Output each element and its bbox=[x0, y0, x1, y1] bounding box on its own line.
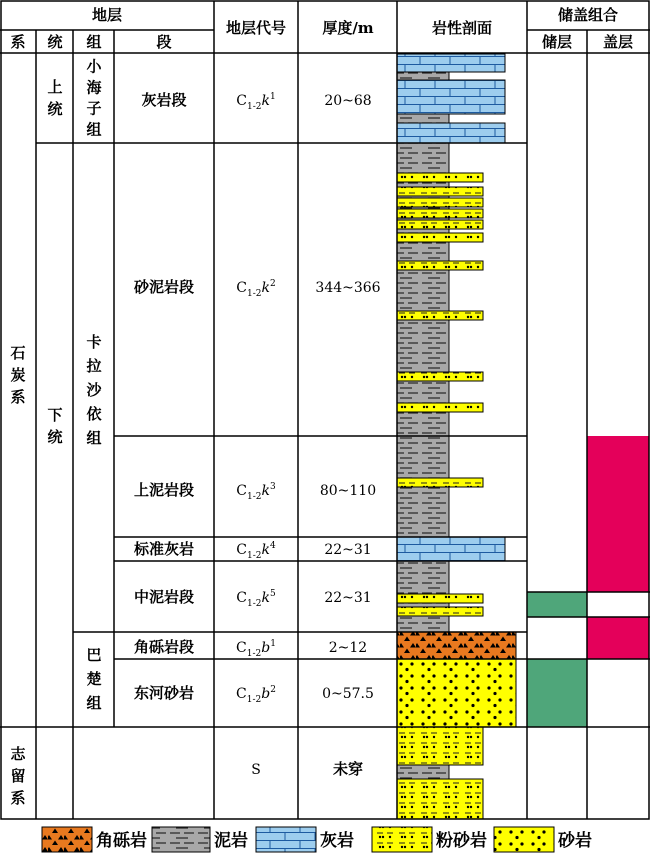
lithology-bed bbox=[397, 54, 505, 72]
member-name: 中泥岩段 bbox=[133, 588, 195, 606]
lithology-bed bbox=[397, 478, 483, 487]
member-name: 灰岩段 bbox=[141, 91, 187, 109]
series-upper-char: 上 bbox=[47, 78, 63, 96]
formation-kalashayi-char: 组 bbox=[86, 429, 102, 447]
legend-swatch bbox=[42, 827, 92, 852]
lithology-bed bbox=[397, 114, 449, 123]
lithology-bed bbox=[397, 233, 483, 242]
lithology-bed bbox=[397, 198, 483, 207]
legend-label: 灰岩 bbox=[320, 831, 354, 851]
header-cap: 盖层 bbox=[602, 33, 634, 51]
lithology-bed bbox=[397, 187, 483, 196]
lithology-bed bbox=[397, 72, 449, 80]
lithology-bed bbox=[397, 603, 449, 607]
member-thickness: 344~366 bbox=[315, 280, 381, 296]
lithology-bed bbox=[397, 242, 449, 261]
system-silurian-char: 志 bbox=[10, 745, 26, 763]
lithology-bed bbox=[397, 616, 449, 632]
member-thickness: 20~68 bbox=[324, 93, 372, 109]
lithology-bed bbox=[397, 173, 483, 182]
legend-swatch bbox=[372, 827, 432, 852]
lithology-bed bbox=[397, 487, 449, 537]
system-silurian-char: 留 bbox=[10, 767, 26, 785]
legend-label: 角砾岩 bbox=[96, 831, 147, 851]
header-code: 地层代号 bbox=[225, 19, 287, 37]
header-member: 段 bbox=[156, 33, 172, 51]
member-thickness: 0~57.5 bbox=[322, 686, 374, 702]
member-name: 角砾岩段 bbox=[133, 638, 195, 656]
series-upper bbox=[47, 78, 62, 118]
header-combination: 储盖组合 bbox=[557, 6, 619, 24]
lithology-bed bbox=[397, 261, 483, 270]
legend-item-sandstone bbox=[494, 827, 592, 852]
formation-bachu-char: 巴 bbox=[86, 646, 102, 664]
member-name: 上泥岩段 bbox=[133, 481, 195, 499]
formation-kalashayi-char: 卡 bbox=[86, 333, 102, 351]
lithology-bed bbox=[397, 220, 483, 229]
formation-xiaohaizi-char: 海 bbox=[86, 78, 102, 97]
lithology-bed bbox=[397, 727, 483, 765]
formation-bachu bbox=[86, 646, 101, 712]
formation-kalashayi-char: 依 bbox=[86, 405, 102, 423]
lithology-bed bbox=[397, 80, 505, 114]
member-code: $C_{1-2}b^2$ bbox=[236, 685, 276, 705]
legend-label: 砂岩 bbox=[558, 831, 592, 851]
member-code: $C_{1-2}b^1$ bbox=[236, 639, 276, 659]
lithology-bed bbox=[397, 779, 483, 819]
lithology-bed bbox=[397, 123, 505, 143]
header-lithology: 岩性剖面 bbox=[431, 19, 493, 37]
series-lower-char: 统 bbox=[47, 428, 63, 446]
lithology-bed bbox=[397, 632, 516, 659]
formation-kalashayi bbox=[86, 333, 102, 447]
header-thickness: 厚度/m bbox=[322, 19, 374, 37]
legend-swatch bbox=[152, 827, 210, 852]
lithology-bed bbox=[397, 372, 483, 381]
legend-item-limestone bbox=[256, 827, 354, 852]
lithology-bed bbox=[397, 270, 449, 311]
lithology-bed bbox=[397, 143, 449, 173]
stratigraphic-labels bbox=[10, 58, 380, 808]
header-series: 统 bbox=[47, 33, 63, 51]
system-silurian bbox=[10, 745, 26, 807]
series-upper-char: 统 bbox=[47, 100, 63, 118]
lithology-bed bbox=[397, 412, 449, 478]
lithology-bed bbox=[397, 381, 449, 403]
reservoir-layer-lower bbox=[527, 659, 587, 727]
cap-layer-upper bbox=[587, 436, 649, 592]
member-thickness: 2~12 bbox=[328, 640, 368, 656]
lithology-bed bbox=[397, 765, 449, 779]
silurian-code: S bbox=[251, 762, 261, 778]
formation-xiaohaizi-char: 小 bbox=[86, 57, 102, 76]
formation-kalashayi-char: 拉 bbox=[86, 357, 102, 375]
header-strata: 地层 bbox=[91, 6, 123, 24]
member-code: $C_{1-2}k^1$ bbox=[236, 92, 276, 112]
member-code: $C_{1-2}k^5$ bbox=[236, 589, 276, 609]
member-name: 砂泥岩段 bbox=[133, 278, 195, 296]
member-code: $C_{1-2}k^4$ bbox=[236, 541, 276, 561]
header-reservoir: 储层 bbox=[541, 33, 573, 51]
lithology-bed bbox=[397, 320, 449, 372]
formation-xiaohaizi bbox=[86, 58, 102, 139]
system-carboniferous-char: 炭 bbox=[10, 366, 26, 384]
member-thickness: 22~31 bbox=[324, 590, 372, 606]
system-carboniferous-char: 系 bbox=[10, 388, 26, 406]
formation-bachu-char: 组 bbox=[86, 694, 102, 712]
system-carboniferous-char: 石 bbox=[10, 344, 26, 362]
legend-swatch bbox=[494, 827, 554, 852]
header-formation: 组 bbox=[86, 33, 102, 51]
lithology-bed bbox=[397, 607, 483, 616]
formation-xiaohaizi-char: 组 bbox=[86, 120, 102, 139]
lithology-bed bbox=[397, 403, 483, 412]
legend-item-breccia bbox=[42, 827, 147, 852]
reservoir-layer-upper bbox=[527, 592, 587, 617]
lithology-bed bbox=[397, 229, 449, 233]
member-name: 标准灰岩 bbox=[133, 540, 195, 558]
lithology-bed bbox=[397, 561, 449, 594]
lithology-bed bbox=[397, 209, 483, 218]
member-code: $C_{1-2}k^2$ bbox=[236, 279, 276, 299]
member-name: 东河砂岩 bbox=[133, 684, 195, 702]
cap-layer-lower bbox=[587, 617, 649, 659]
system-carboniferous bbox=[10, 344, 25, 406]
legend-label: 粉砂岩 bbox=[436, 831, 487, 851]
lithology-bed bbox=[397, 537, 505, 561]
member-code: $C_{1-2}k^3$ bbox=[236, 482, 276, 502]
formation-kalashayi-char: 沙 bbox=[86, 381, 102, 399]
member-thickness: 80~110 bbox=[319, 483, 377, 499]
legend-label: 泥岩 bbox=[214, 831, 248, 851]
legend-item-mudstone bbox=[152, 827, 248, 852]
header-system: 系 bbox=[10, 33, 26, 51]
system-silurian-char: 系 bbox=[10, 789, 26, 807]
legend-swatch bbox=[256, 827, 316, 852]
lithology-legend bbox=[42, 827, 592, 852]
lithology-bed bbox=[397, 594, 483, 603]
member-thickness: 22~31 bbox=[324, 542, 372, 558]
series-lower bbox=[47, 406, 62, 446]
formation-xiaohaizi-char: 子 bbox=[86, 99, 102, 118]
silurian-thickness: 未穿 bbox=[332, 760, 364, 778]
lithology-bed bbox=[397, 311, 483, 320]
lithology-bed bbox=[397, 182, 449, 187]
lithology-bed bbox=[397, 659, 516, 727]
legend-item-siltstone bbox=[372, 827, 487, 852]
series-lower-char: 下 bbox=[47, 406, 63, 424]
formation-bachu-char: 楚 bbox=[86, 670, 102, 688]
